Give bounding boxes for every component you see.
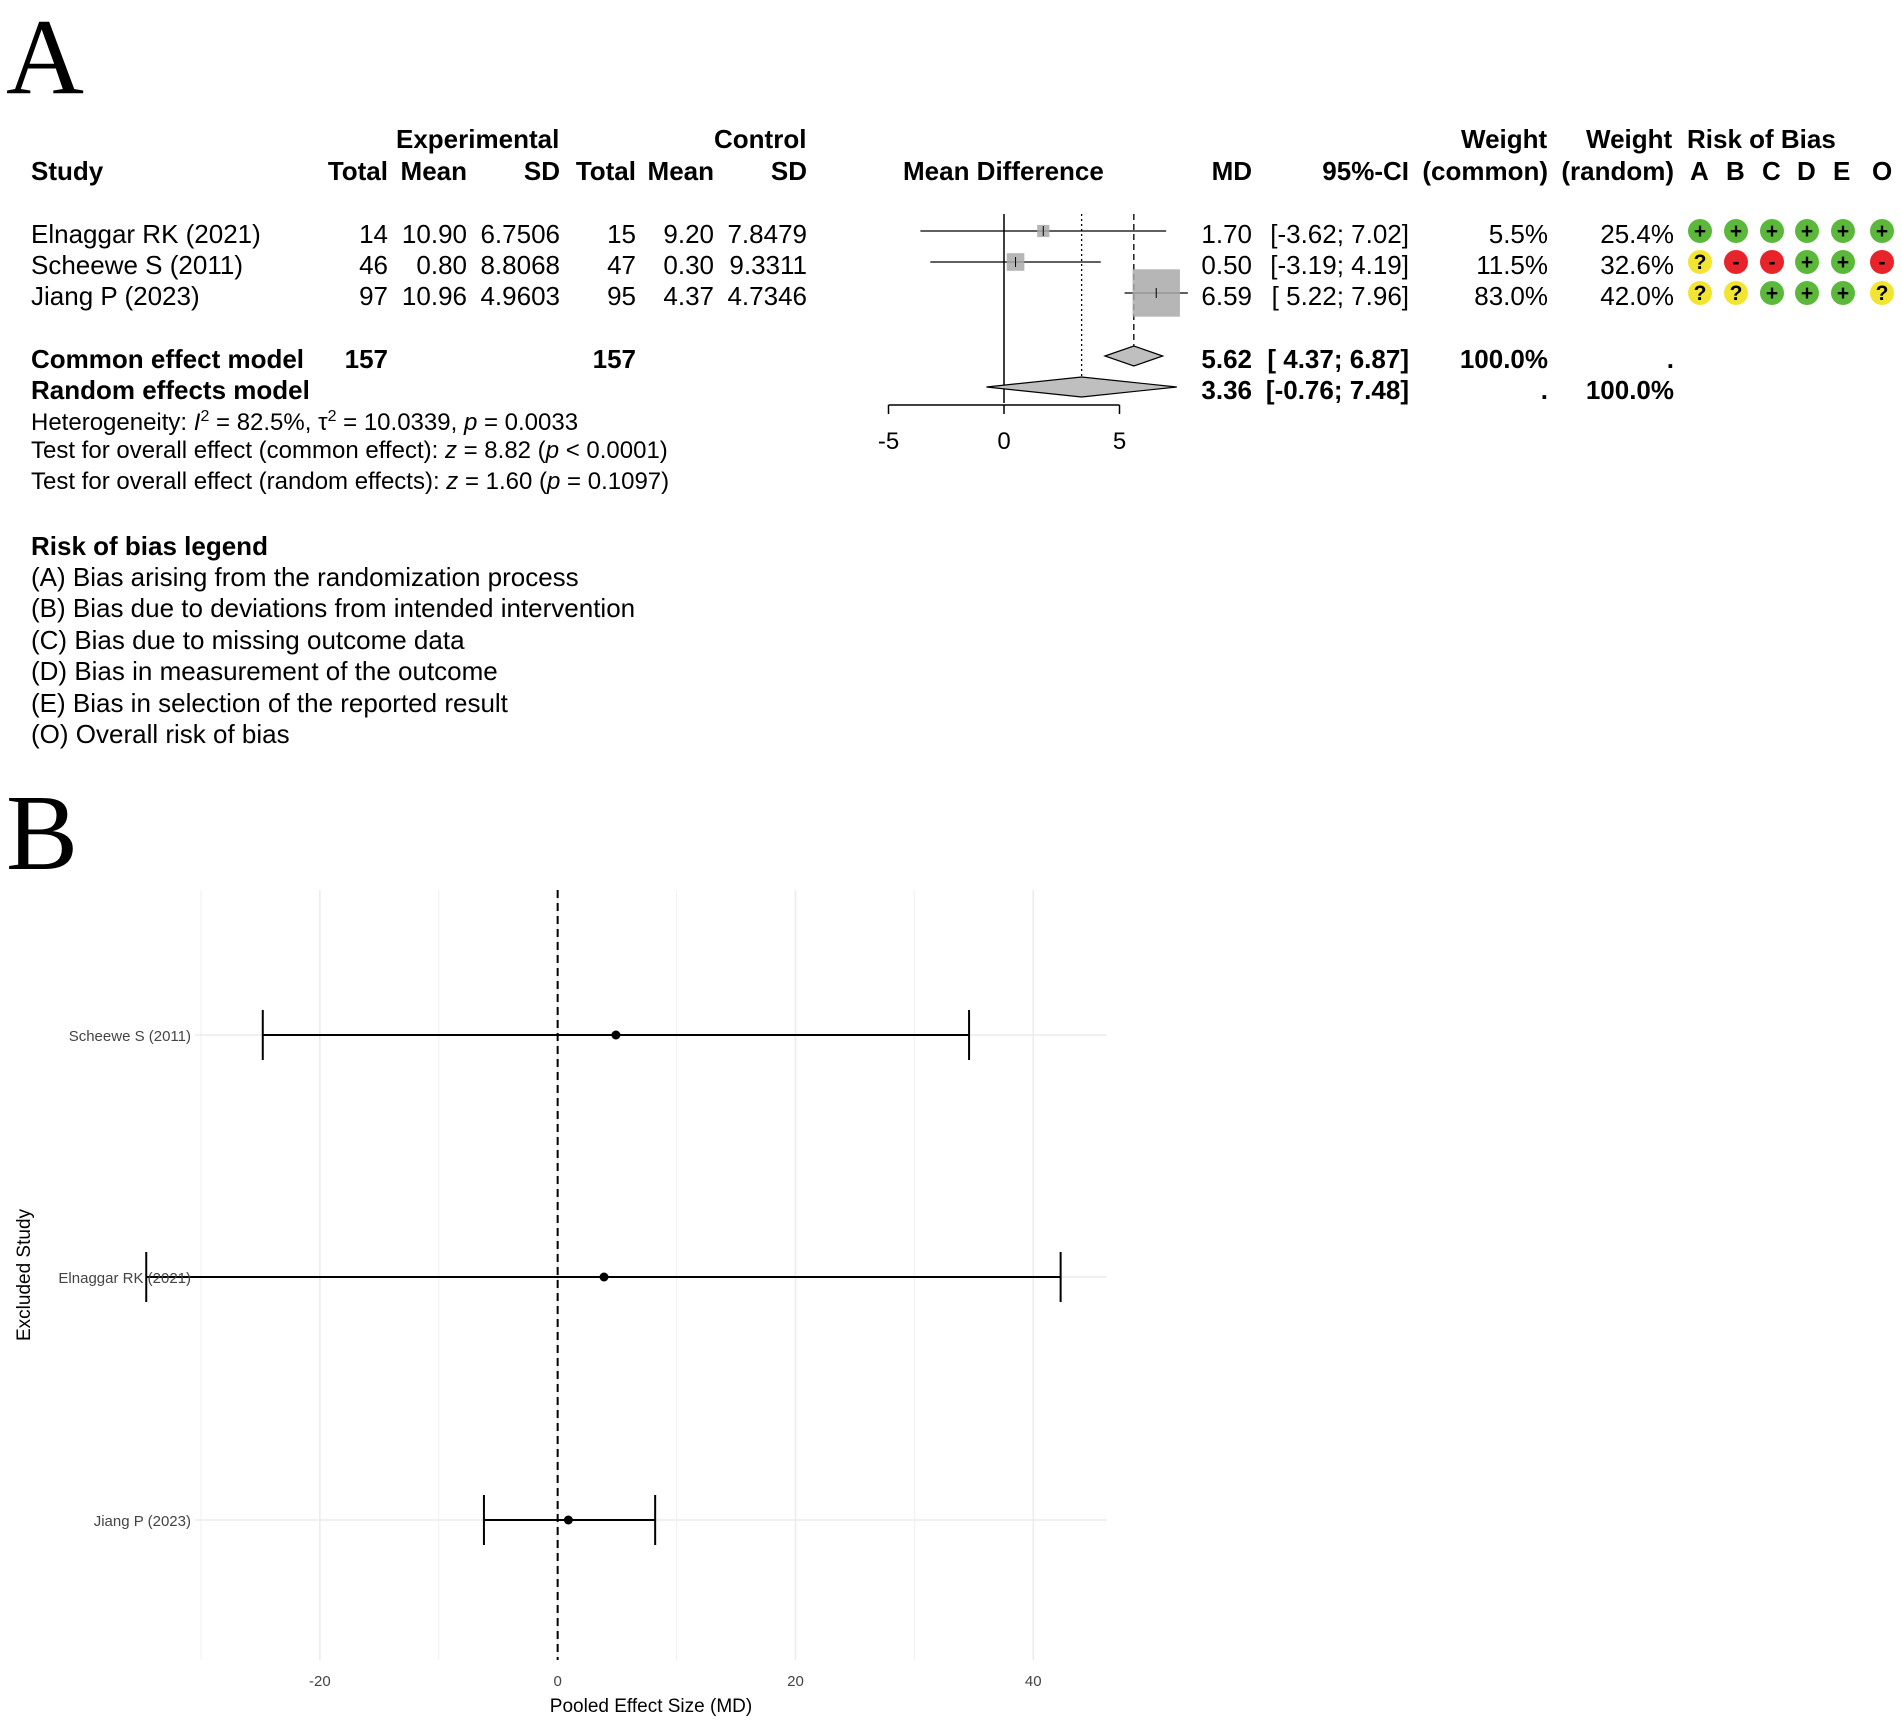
header-c-mean: Mean bbox=[647, 156, 714, 186]
rob-legend-item: (E) Bias in selection of the reported result bbox=[31, 688, 508, 718]
risk-of-bias-symbol: + bbox=[1693, 220, 1707, 243]
het-p: p bbox=[463, 409, 478, 436]
forest-axis-tick-label: -5 bbox=[877, 428, 900, 455]
header-rob-e: E bbox=[1833, 156, 1851, 186]
header-rob-a: A bbox=[1690, 156, 1709, 186]
het-tau-val: = 10.0339, bbox=[336, 409, 464, 436]
x-tick-label: 0 bbox=[553, 1673, 562, 1690]
c-total: 15 bbox=[607, 219, 636, 249]
random-test-p: p bbox=[547, 468, 561, 495]
weight-common: 83.0% bbox=[1474, 281, 1548, 311]
common-test-prefix: Test for overall effect (common effect): bbox=[31, 437, 445, 464]
y-tick-label: Elnaggar RK (2021) bbox=[58, 1270, 191, 1287]
header-experimental: Experimental bbox=[396, 124, 560, 154]
e-sd: 8.8068 bbox=[480, 250, 560, 280]
het-sup: 2 bbox=[200, 408, 210, 425]
weight-random: 32.6% bbox=[1600, 250, 1674, 280]
het-i: I bbox=[193, 409, 201, 436]
pooled-estimate-point bbox=[564, 1516, 573, 1525]
risk-of-bias-symbol: + bbox=[1765, 282, 1779, 305]
md-value: 6.59 bbox=[1201, 281, 1252, 311]
rob-legend-item: (D) Bias in measurement of the outcome bbox=[31, 656, 498, 686]
header-mean-difference: Mean Difference bbox=[903, 156, 1104, 186]
random-test-end: = 0.1097) bbox=[560, 468, 670, 495]
het-tau: τ bbox=[318, 409, 328, 436]
risk-of-bias-symbol: + bbox=[1800, 220, 1814, 243]
risk-of-bias-symbol: + bbox=[1836, 282, 1850, 305]
risk-of-bias-symbol: + bbox=[1875, 220, 1889, 243]
e-mean: 10.90 bbox=[401, 219, 467, 249]
common-model-label: Common effect model bbox=[31, 344, 305, 374]
header-rob-b: B bbox=[1726, 156, 1745, 186]
panel-b-label: B bbox=[6, 774, 79, 893]
rob-legend-item: (B) Bias due to deviations from intended intervention bbox=[31, 593, 636, 623]
risk-of-bias-symbol: - bbox=[1732, 251, 1740, 274]
header-e-total: Total bbox=[327, 156, 388, 186]
study-name: Elnaggar RK (2021) bbox=[31, 219, 261, 249]
ci-value: [-3.62; 7.02] bbox=[1270, 219, 1409, 249]
c-sd: 7.8479 bbox=[727, 219, 807, 249]
e-sd: 4.9603 bbox=[480, 281, 560, 311]
ci-value: [-3.19; 4.19] bbox=[1270, 250, 1409, 280]
header-weight-random-2: (random) bbox=[1561, 156, 1674, 186]
risk-of-bias-symbol: + bbox=[1836, 220, 1850, 243]
risk-of-bias-symbol: + bbox=[1765, 220, 1779, 243]
common-md: 5.62 bbox=[1201, 344, 1252, 374]
het-tau-sup: 2 bbox=[327, 408, 337, 425]
het-mid: = 82.5%, bbox=[209, 409, 319, 436]
het-p-val: = 0.0033 bbox=[477, 409, 579, 436]
risk-of-bias-symbol: ? bbox=[1693, 282, 1707, 305]
pooled-estimate-point bbox=[600, 1273, 609, 1282]
weight-common: 5.5% bbox=[1488, 219, 1548, 249]
y-tick-label: Scheewe S (2011) bbox=[68, 1028, 191, 1045]
risk-of-bias-symbol: ? bbox=[1729, 282, 1743, 305]
common-weight-random: . bbox=[1666, 344, 1674, 374]
c-sd: 4.7346 bbox=[727, 281, 807, 311]
pooled-estimate-point bbox=[611, 1031, 620, 1040]
common-ci: [ 4.37; 6.87] bbox=[1267, 344, 1409, 374]
c-total: 47 bbox=[607, 250, 636, 280]
weight-random: 25.4% bbox=[1600, 219, 1674, 249]
header-weight-common-1: Weight bbox=[1461, 124, 1548, 154]
rob-legend-item: (O) Overall risk of bias bbox=[31, 719, 290, 749]
c-total: 95 bbox=[607, 281, 636, 311]
risk-of-bias-symbol: + bbox=[1836, 251, 1850, 274]
risk-of-bias-symbol: - bbox=[1878, 251, 1886, 274]
md-value: 0.50 bbox=[1201, 250, 1252, 280]
risk-of-bias-symbol: ? bbox=[1875, 282, 1889, 305]
e-total: 97 bbox=[359, 281, 388, 311]
random-test-mid: = 1.60 ( bbox=[458, 468, 548, 495]
y-tick-label: Jiang P (2023) bbox=[93, 1513, 191, 1530]
forest-axis-tick-label: 5 bbox=[1112, 428, 1127, 455]
header-e-sd: SD bbox=[523, 156, 560, 186]
header-rob-c: C bbox=[1762, 156, 1781, 186]
common-test-mid: = 8.82 ( bbox=[456, 437, 546, 464]
common-weight-common: 100.0% bbox=[1459, 344, 1548, 374]
header-weight-common-2: (common) bbox=[1422, 156, 1548, 186]
random-test-prefix: Test for overall effect (random effects): bbox=[31, 468, 447, 495]
x-tick-label: 40 bbox=[1024, 1673, 1042, 1690]
c-mean: 4.37 bbox=[663, 281, 714, 311]
x-axis-title: Pooled Effect Size (MD) bbox=[549, 1696, 753, 1717]
study-name: Scheewe S (2011) bbox=[31, 250, 243, 280]
forest-axis-tick-label: 0 bbox=[997, 428, 1011, 455]
risk-of-bias-symbol: - bbox=[1768, 251, 1776, 274]
c-mean: 0.30 bbox=[663, 250, 714, 280]
header-ci: 95%-CI bbox=[1322, 156, 1409, 186]
e-mean: 0.80 bbox=[416, 250, 467, 280]
header-rob-o: O bbox=[1872, 156, 1893, 186]
random-test-z: z bbox=[446, 468, 459, 495]
common-test-end: < 0.0001) bbox=[559, 437, 668, 464]
ci-value: [ 5.22; 7.96] bbox=[1271, 281, 1409, 311]
rob-legend-title: Risk of bias legend bbox=[31, 531, 268, 561]
risk-of-bias-symbol: + bbox=[1729, 220, 1743, 243]
rob-legend-item: (A) Bias arising from the randomization process bbox=[31, 562, 579, 592]
risk-of-bias-symbol: + bbox=[1800, 282, 1814, 305]
header-e-mean: Mean bbox=[400, 156, 467, 186]
common-test-z: z bbox=[444, 437, 457, 464]
rob-legend-item: (C) Bias due to missing outcome data bbox=[31, 625, 465, 655]
common-c-total: 157 bbox=[592, 344, 636, 374]
study-name: Jiang P (2023) bbox=[31, 281, 200, 311]
e-total: 14 bbox=[359, 219, 388, 249]
header-rob-d: D bbox=[1797, 156, 1816, 186]
header-md: MD bbox=[1211, 156, 1252, 186]
header-c-total: Total bbox=[575, 156, 636, 186]
header-study: Study bbox=[31, 156, 104, 186]
common-e-total: 157 bbox=[344, 344, 388, 374]
random-weight-common: . bbox=[1540, 375, 1548, 405]
weight-random: 42.0% bbox=[1600, 281, 1674, 311]
header-weight-random-1: Weight bbox=[1586, 124, 1673, 154]
e-mean: 10.96 bbox=[401, 281, 467, 311]
random-md: 3.36 bbox=[1201, 375, 1252, 405]
random-ci: [-0.76; 7.48] bbox=[1265, 375, 1409, 405]
panel-a-label: A bbox=[6, 0, 84, 117]
e-sd: 6.7506 bbox=[480, 219, 560, 249]
header-c-sd: SD bbox=[770, 156, 807, 186]
random-weight-random: 100.0% bbox=[1585, 375, 1674, 405]
het-prefix: Heterogeneity: bbox=[31, 409, 194, 436]
risk-of-bias-symbol: ? bbox=[1693, 251, 1707, 274]
y-axis-title: Excluded Study bbox=[14, 1208, 35, 1342]
c-mean: 9.20 bbox=[663, 219, 714, 249]
risk-of-bias-symbol: + bbox=[1800, 251, 1814, 274]
x-tick-label: -20 bbox=[309, 1673, 331, 1690]
header-risk-of-bias: Risk of Bias bbox=[1687, 124, 1836, 154]
random-model-label: Random effects model bbox=[31, 375, 310, 405]
e-total: 46 bbox=[359, 250, 388, 280]
x-tick-label: 20 bbox=[787, 1673, 804, 1690]
header-control: Control bbox=[714, 124, 807, 154]
common-test-p: p bbox=[545, 437, 560, 464]
md-value: 1.70 bbox=[1201, 219, 1252, 249]
weight-common: 11.5% bbox=[1476, 250, 1548, 280]
c-sd: 9.3311 bbox=[729, 250, 807, 280]
